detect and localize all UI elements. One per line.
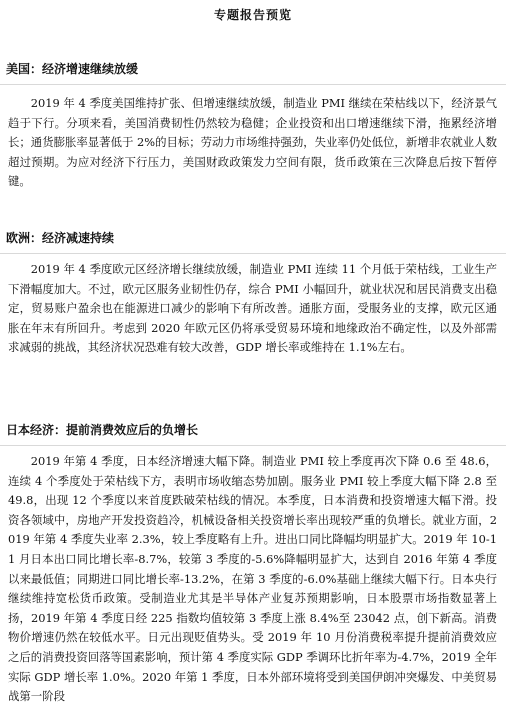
section-us-economy [0, 57, 506, 192]
section-body-japan: 2019 年第 4 季度，日本经济增速大幅下降。制造业 PMI 较上季度再次下降 0.6 至 48.6，连续 4 个季度处于荣枯线下方，表明市场收缩态势加剧。服务业 PMI 较上季度大幅下降 2.8 至 49.8，出现 12 个季度以来首度跌破荣枯线的情况。本季度，日本消费和投资增速大幅下滑。投资各领域中，房地产开发投资趋冷，机械设备相关投资增长率出现较严重的负增长。就业方面，2019 年第 4 季度失业率 2.3%，较上季度略有上升。进出口同比降幅均明显扩大。2019 年 10-11 月日本出口同比增长率-8.7%，较第 3 季度的-5.6%降幅明显扩大，达到自 2016 年第 4 季度以来最低值；同期进口同比增长率-13.2%，在第 3 季度的-6.0%基础上继续大幅下行。日本央行继续维持宽松货币政策。受制造业尤其是半导体产业复苏预期影响，日本股票市场指数显著上扬，2019 年第 4 季度日经 225 指数均值较第 3 季度上涨 8.4%至 23042 点，创下新高。消费物价增速仍然在较低水平。日元出现贬值势头。受 2019 年 10 月份消费税率提升提前消费效应之后的消费投资回落等国素影响，预计第 4 季度实际 GDP 季调环比折年率为-4.7%，2019 全年实际 GDP 增长率 1.0%。2020 年第 1 季度，日本外部环境将受到美国伊朗冲突爆发、中美贸易战第一阶段 [8, 454, 497, 704]
section-japan-economy [0, 418, 506, 707]
section-body-eu: 2019 年 4 季度欧元区经济增长继续放缓，制造业 PMI 连续 11 个月低于荣枯线，工业生产下滑幅度加大。不过，欧元区服务业韧性仍存，综合 PMI 小幅回升，就业状况和居民消费支出稳定，贸易账户盈余也在能源进口减少的影响下有所改善。通胀方面，受服务业的支撑，欧元区通胀在年末有所回升。考虑到 2020 年欧元区仍将承受贸易环境和地缘政治不确定性，以及外部需求减弱的挑战，其经济状况恐难有较大改善，GDP 增长率或维持在 1.1%左右。 [8, 262, 497, 355]
section-eu-economy [0, 226, 506, 358]
section-heading-eu: 欧洲：经济减速持续 [0, 226, 506, 254]
section-body-us: 2019 年 4 季度美国维持扩张、但增速继续放缓，制造业 PMI 继续在荣枯线以下，经济景气趋于下行。分项来看，美国消费韧性仍然较为稳健；企业投资和出口增速继续下滑，拖累经济增长；通货膨胀率显著低于 2%的目标；劳动力市场维持强劲，失业率仍处低位，新增非农就业人数超过预期。为应对经济下行压力，美国财政政策发力空间有限，货币政策在三次降息后按下暂停键。 [8, 96, 497, 189]
section-heading-us: 美国：经济增速继续放缓 [0, 57, 506, 85]
page-title: 专题报告预览 [213, 8, 292, 22]
section-heading-japan: 日本经济：提前消费效应后的负增长 [0, 418, 506, 446]
